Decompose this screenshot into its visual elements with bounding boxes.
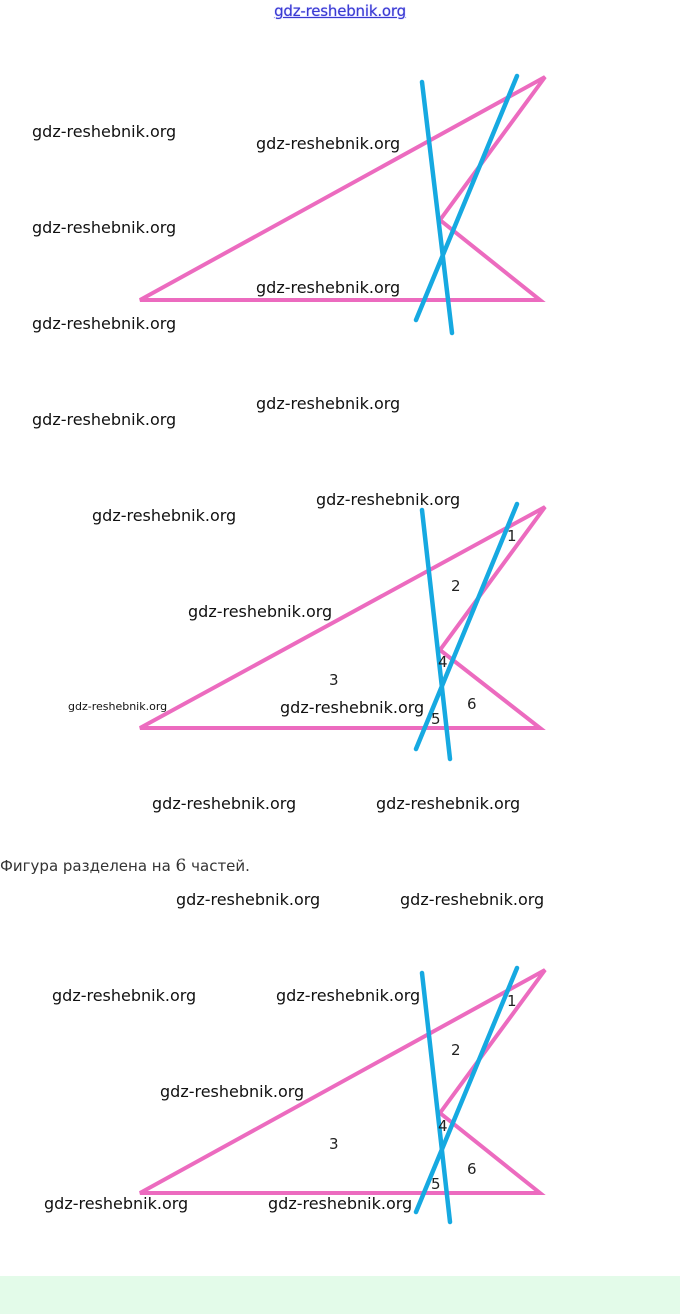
part-label-5: 5 — [431, 1175, 441, 1193]
site-link[interactable]: gdz-reshebnik.org — [274, 2, 406, 20]
part-label-5: 5 — [431, 710, 441, 728]
caption-before: Фигура разделена на — [0, 857, 176, 875]
figure-3 — [0, 893, 680, 1293]
watermark: gdz-reshebnik.org — [92, 506, 237, 525]
watermark: gdz-reshebnik.org — [32, 122, 177, 141]
watermark: gdz-reshebnik.org — [316, 490, 461, 509]
watermark: gdz-reshebnik.org — [268, 1194, 413, 1213]
watermark: gdz-reshebnik.org — [256, 134, 401, 153]
caption-after: частей. — [186, 857, 250, 875]
watermark: gdz-reshebnik.org — [256, 278, 401, 297]
part-label-1: 1 — [507, 527, 517, 545]
watermark: gdz-reshebnik.org — [188, 602, 333, 621]
caption-count: 6 — [175, 856, 187, 876]
watermark: gdz-reshebnik.org — [32, 218, 177, 237]
figure-1-cut-line-b — [416, 76, 517, 320]
watermark: gdz-reshebnik.org — [276, 986, 421, 1005]
part-label-6: 6 — [467, 1160, 477, 1178]
watermark: gdz-reshebnik.org — [400, 890, 545, 909]
part-label-2: 2 — [451, 577, 461, 595]
caption — [0, 856, 250, 876]
part-label-4: 4 — [438, 653, 448, 671]
figure-1 — [0, 0, 680, 400]
watermark: gdz-reshebnik.org — [256, 394, 401, 413]
part-label-4: 4 — [438, 1117, 448, 1135]
watermark: gdz-reshebnik.org — [32, 410, 177, 429]
part-label-3: 3 — [329, 1135, 339, 1153]
figure-1-outline — [140, 77, 545, 300]
watermark: gdz-reshebnik.org — [376, 794, 521, 813]
part-label-6: 6 — [467, 695, 477, 713]
watermark: gdz-reshebnik.org — [44, 1194, 189, 1213]
part-label-2: 2 — [451, 1041, 461, 1059]
part-label-1: 1 — [507, 992, 517, 1010]
watermark: gdz-reshebnik.org — [52, 986, 197, 1005]
watermark: gdz-reshebnik.org — [152, 794, 297, 813]
watermark: gdz-reshebnik.org — [160, 1082, 305, 1101]
watermark: gdz-reshebnik.org — [68, 700, 168, 713]
watermark: gdz-reshebnik.org — [176, 890, 321, 909]
part-label-3: 3 — [329, 671, 339, 689]
watermark: gdz-reshebnik.org — [280, 698, 425, 717]
footer-bar — [0, 1276, 680, 1314]
watermark: gdz-reshebnik.org — [32, 314, 177, 333]
